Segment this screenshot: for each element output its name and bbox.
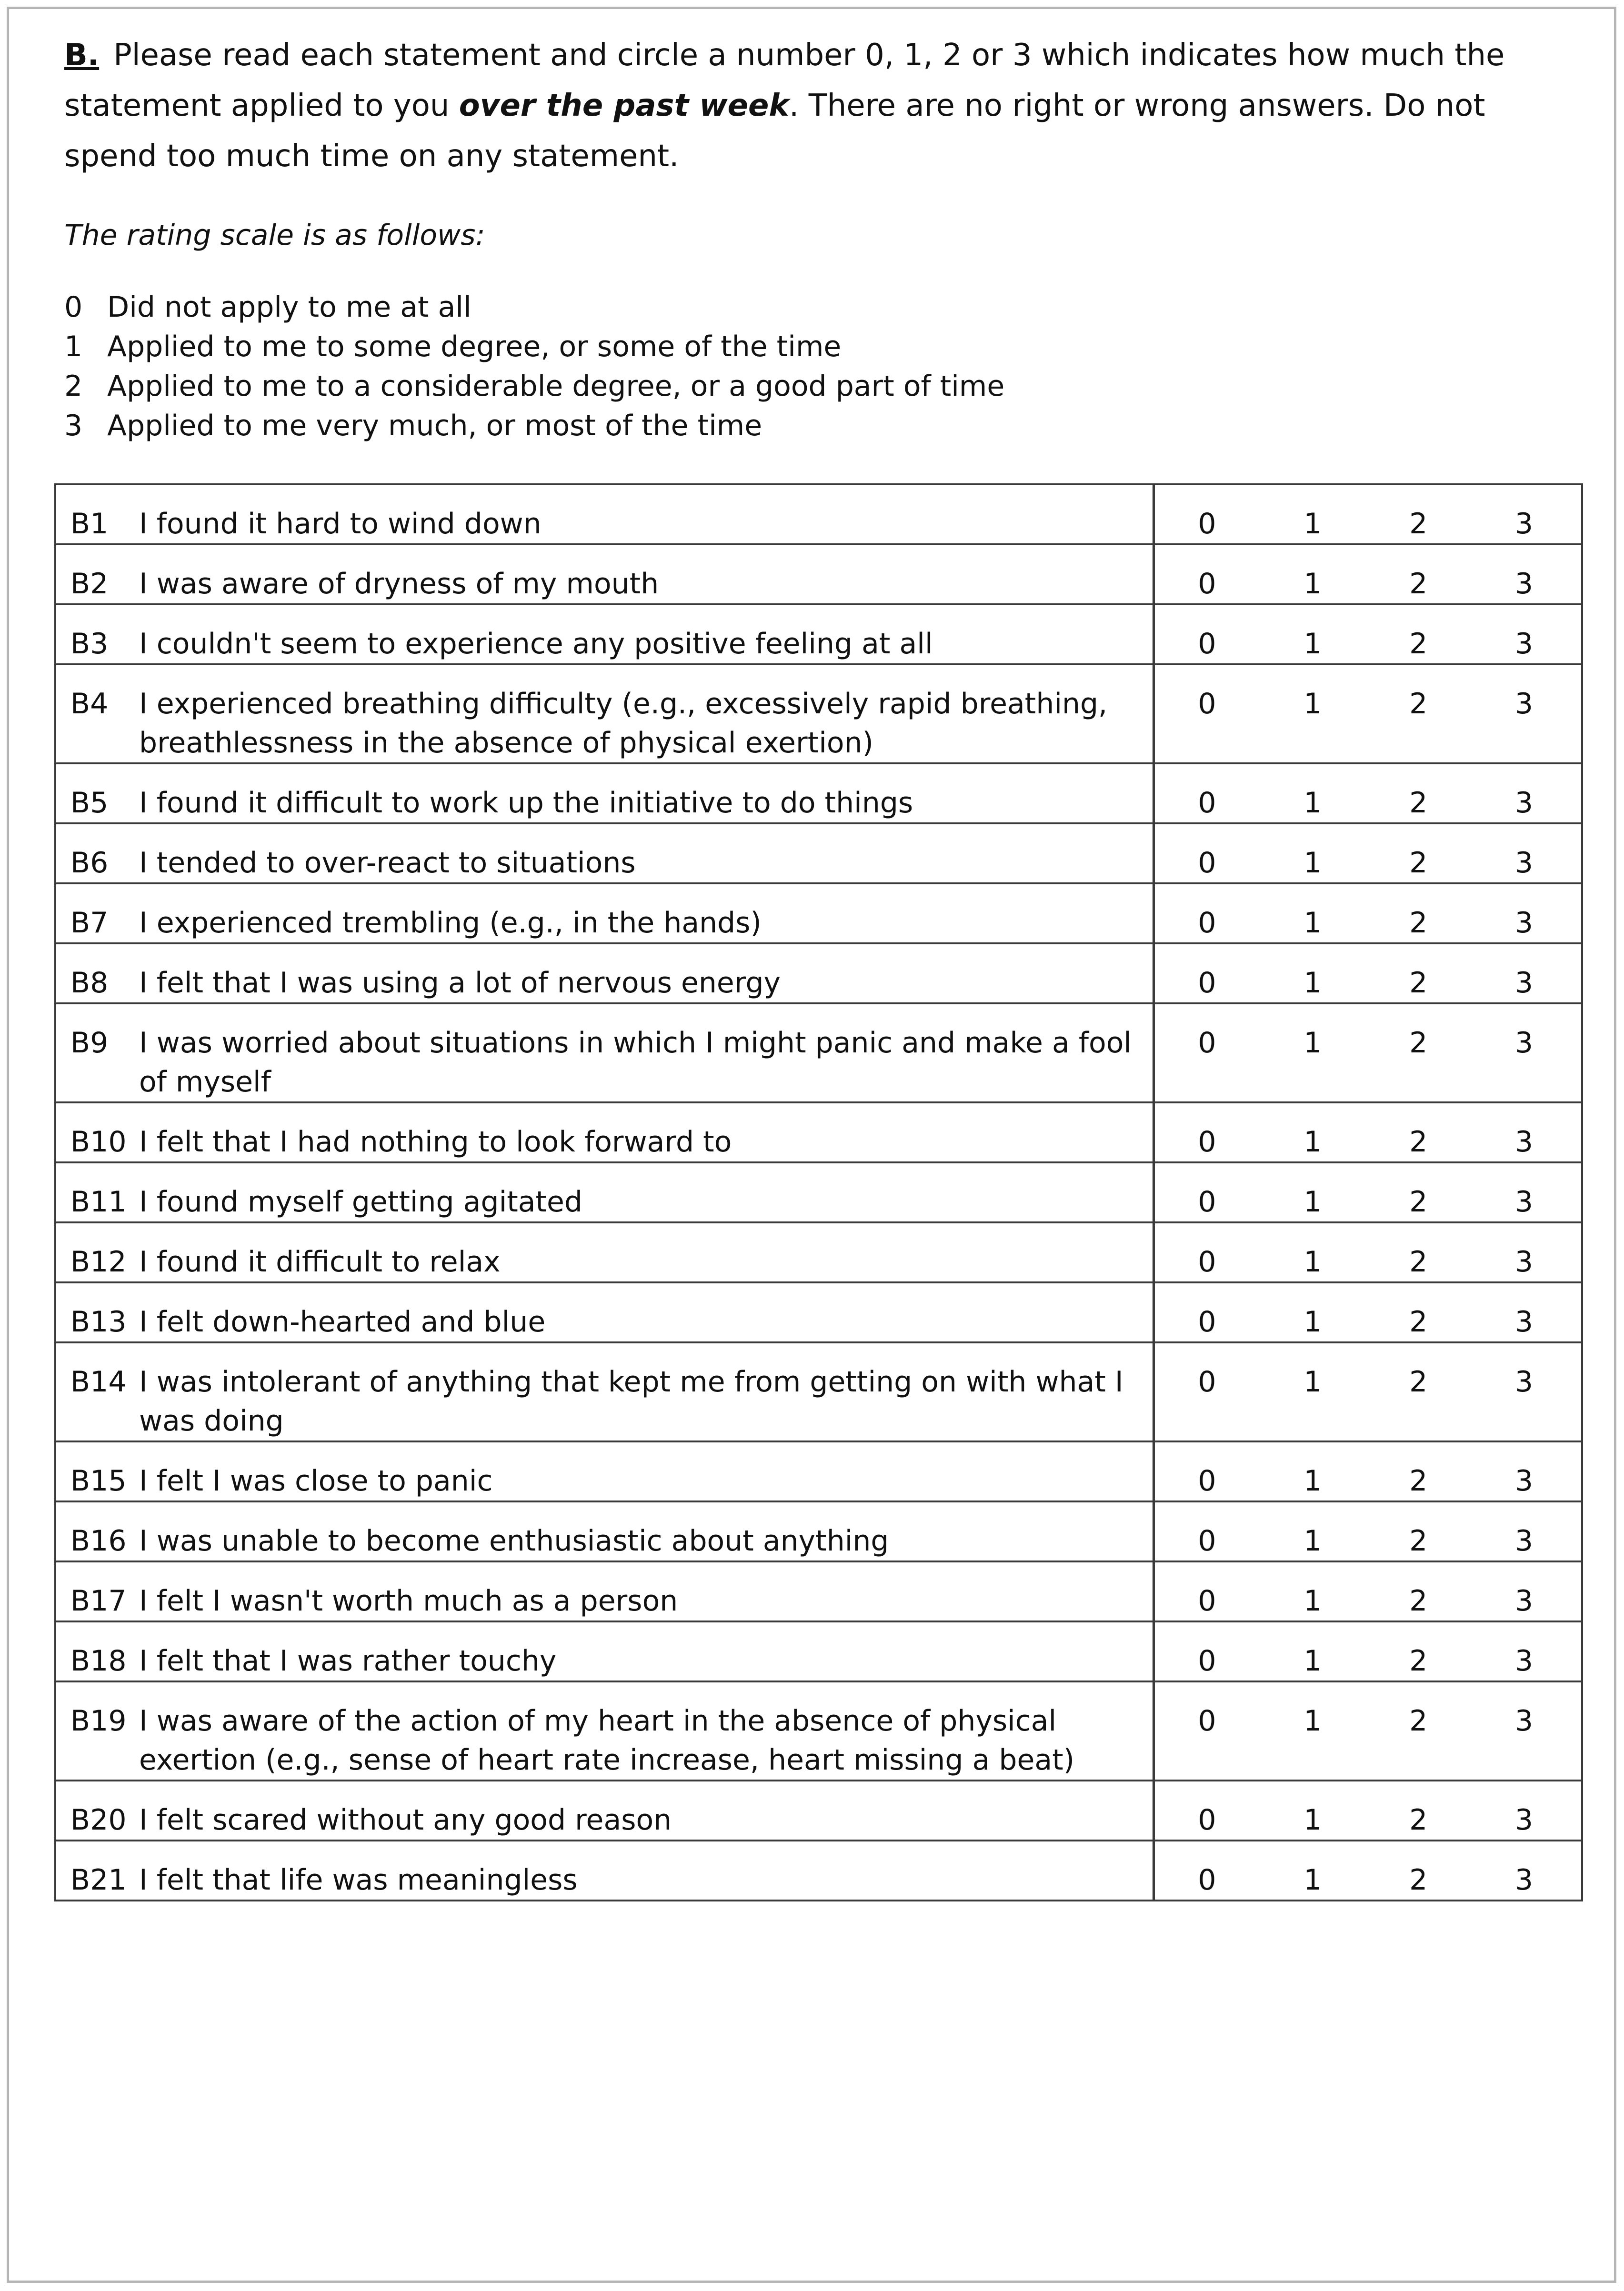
rating-option-1[interactable]: 1	[1303, 1185, 1322, 1219]
rating-option-2[interactable]: 2	[1409, 567, 1428, 600]
statement-code: B11	[55, 1162, 139, 1222]
rating-option-1[interactable]: 1	[1303, 687, 1322, 720]
rating-scale-text: Applied to me to a considerable degree, or a good part of time	[107, 370, 1005, 403]
questionnaire-page	[7, 7, 1616, 2283]
rating-option-0[interactable]: 0	[1198, 687, 1216, 720]
rating-option-2[interactable]: 2	[1409, 1584, 1428, 1618]
rating-option-1[interactable]: 1	[1303, 846, 1322, 880]
statement-code: B13	[55, 1282, 139, 1342]
rating-option-2[interactable]: 2	[1409, 1245, 1428, 1279]
rating-options	[1153, 1282, 1582, 1342]
statement-code: B16	[55, 1501, 139, 1561]
rating-scale-number: 3	[64, 409, 83, 442]
rating-option-3[interactable]: 3	[1514, 1803, 1534, 1837]
instructions-text-2: . There are no right or wrong answers. Do not spend too much time on any statement.	[64, 88, 1485, 174]
rating-option-0[interactable]: 0	[1198, 846, 1216, 880]
statement-row	[55, 823, 1582, 883]
rating-option-0[interactable]: 0	[1198, 1803, 1216, 1837]
rating-option-3[interactable]: 3	[1514, 687, 1534, 720]
rating-options	[1153, 1781, 1582, 1841]
rating-option-1[interactable]: 1	[1303, 1863, 1322, 1897]
rating-option-2[interactable]: 2	[1409, 627, 1428, 660]
rating-option-1[interactable]: 1	[1303, 1026, 1322, 1060]
rating-option-0[interactable]: 0	[1198, 786, 1216, 820]
statement-code: B12	[55, 1222, 139, 1282]
statement-row	[55, 1841, 1582, 1901]
rating-scale-item	[64, 327, 1004, 367]
rating-option-3[interactable]: 3	[1514, 1125, 1534, 1159]
statement-code: B21	[55, 1841, 139, 1901]
statement-row	[55, 1102, 1582, 1162]
statement-text: I was intolerant of anything that kept me from getting on with what I was doing	[139, 1342, 1153, 1441]
rating-option-1[interactable]: 1	[1303, 1464, 1322, 1498]
rating-options	[1153, 544, 1582, 604]
statement-text: I found it hard to wind down	[139, 484, 1153, 544]
rating-option-2[interactable]: 2	[1409, 687, 1428, 720]
rating-option-0[interactable]: 0	[1198, 1464, 1216, 1498]
rating-option-3[interactable]: 3	[1514, 1644, 1534, 1678]
statement-text: I experienced trembling (e.g., in the hands)	[139, 883, 1153, 943]
statement-text: I couldn't seem to experience any positive feeling at all	[139, 604, 1153, 664]
statement-text: I felt scared without any good reason	[139, 1781, 1153, 1841]
rating-options	[1153, 1621, 1582, 1681]
statement-row	[55, 1342, 1582, 1441]
statement-text: I felt down-hearted and blue	[139, 1282, 1153, 1342]
statement-row	[55, 1003, 1582, 1102]
rating-option-1[interactable]: 1	[1303, 507, 1322, 540]
statement-row	[55, 1681, 1582, 1781]
statement-text: I felt that I had nothing to look forward to	[139, 1102, 1153, 1162]
statement-row	[55, 1441, 1582, 1501]
rating-options	[1153, 1561, 1582, 1621]
rating-option-3[interactable]: 3	[1514, 1863, 1534, 1897]
statement-row	[55, 883, 1582, 943]
statement-text: I tended to over-react to situations	[139, 823, 1153, 883]
rating-scale-title: The rating scale is as follows:	[64, 219, 485, 252]
rating-option-2[interactable]: 2	[1409, 1863, 1428, 1897]
section-label: B.	[64, 38, 100, 73]
rating-option-2[interactable]: 2	[1409, 507, 1428, 540]
statement-code: B6	[55, 823, 139, 883]
statement-row	[55, 1222, 1582, 1282]
instructions	[64, 30, 1564, 181]
rating-option-1[interactable]: 1	[1303, 786, 1322, 820]
rating-options	[1153, 664, 1582, 763]
rating-options	[1153, 604, 1582, 664]
rating-options	[1153, 943, 1582, 1003]
rating-option-2[interactable]: 2	[1409, 1524, 1428, 1558]
rating-option-2[interactable]: 2	[1409, 1803, 1428, 1837]
statement-text: I felt I wasn't worth much as a person	[139, 1561, 1153, 1621]
statement-row	[55, 1561, 1582, 1621]
rating-option-1[interactable]: 1	[1303, 906, 1322, 940]
rating-options	[1153, 1681, 1582, 1781]
rating-option-3[interactable]: 3	[1514, 1365, 1534, 1399]
rating-option-0[interactable]: 0	[1198, 1584, 1216, 1618]
rating-options	[1153, 1222, 1582, 1282]
statement-code: B8	[55, 943, 139, 1003]
rating-option-3[interactable]: 3	[1514, 1026, 1534, 1060]
statement-code: B18	[55, 1621, 139, 1681]
statement-text: I was worried about situations in which I might panic and make a fool of myself	[139, 1003, 1153, 1102]
statement-text: I felt I was close to panic	[139, 1441, 1153, 1501]
statement-text: I felt that I was rather touchy	[139, 1621, 1153, 1681]
statement-row	[55, 1162, 1582, 1222]
statement-text: I was unable to become enthusiastic about anything	[139, 1501, 1153, 1561]
rating-option-3[interactable]: 3	[1514, 507, 1534, 540]
rating-option-0[interactable]: 0	[1198, 1365, 1216, 1399]
rating-option-2[interactable]: 2	[1409, 786, 1428, 820]
rating-option-2[interactable]: 2	[1409, 966, 1428, 1000]
rating-option-2[interactable]: 2	[1409, 906, 1428, 940]
statement-code: B19	[55, 1681, 139, 1781]
rating-option-1[interactable]: 1	[1303, 1524, 1322, 1558]
statement-code: B4	[55, 664, 139, 763]
rating-option-2[interactable]: 2	[1409, 1305, 1428, 1339]
instructions-text-1: Please read each statement and circle a number 0, 1, 2 or 3 which indicates how much the statement applied to you	[64, 38, 1505, 123]
statement-row	[55, 1621, 1582, 1681]
rating-scale-text: Did not apply to me at all	[107, 290, 471, 324]
rating-option-3[interactable]: 3	[1514, 627, 1534, 660]
rating-scale-number: 0	[64, 290, 83, 324]
rating-option-3[interactable]: 3	[1514, 786, 1534, 820]
statement-code: B10	[55, 1102, 139, 1162]
rating-option-0[interactable]: 0	[1198, 966, 1216, 1000]
statement-row	[55, 1781, 1582, 1841]
rating-option-1[interactable]: 1	[1303, 1584, 1322, 1618]
statement-text: I felt that life was meaningless	[139, 1841, 1153, 1901]
rating-options	[1153, 823, 1582, 883]
rating-option-0[interactable]: 0	[1198, 1524, 1216, 1558]
statement-code: B7	[55, 883, 139, 943]
rating-option-3[interactable]: 3	[1514, 846, 1534, 880]
rating-options	[1153, 1003, 1582, 1102]
statement-text: I found it difficult to work up the initiative to do things	[139, 763, 1153, 823]
rating-option-3[interactable]: 3	[1514, 1584, 1534, 1618]
rating-scale-text: Applied to me very much, or most of the time	[107, 409, 762, 442]
rating-options	[1153, 484, 1582, 544]
statement-code: B20	[55, 1781, 139, 1841]
rating-options	[1153, 1441, 1582, 1501]
rating-option-3[interactable]: 3	[1514, 1464, 1534, 1498]
rating-option-1[interactable]: 1	[1303, 1803, 1322, 1837]
rating-option-3[interactable]: 3	[1514, 1185, 1534, 1219]
statement-row	[55, 1501, 1582, 1561]
rating-option-0[interactable]: 0	[1198, 627, 1216, 660]
rating-option-1[interactable]: 1	[1303, 627, 1322, 660]
rating-option-0[interactable]: 0	[1198, 1026, 1216, 1060]
rating-scale-number: 1	[64, 330, 83, 363]
rating-option-2[interactable]: 2	[1409, 1185, 1428, 1219]
statements-table	[54, 483, 1583, 1901]
rating-options	[1153, 883, 1582, 943]
statement-text: I experienced breathing difficulty (e.g., excessively rapid breathing, breathlessness in the absence of physical exertion)	[139, 664, 1153, 763]
rating-option-3[interactable]: 3	[1514, 1305, 1534, 1339]
rating-option-0[interactable]: 0	[1198, 1245, 1216, 1279]
statement-code: B2	[55, 544, 139, 604]
rating-scale-list	[64, 288, 1004, 446]
rating-options	[1153, 763, 1582, 823]
rating-option-0[interactable]: 0	[1198, 507, 1216, 540]
rating-option-1[interactable]: 1	[1303, 1644, 1322, 1678]
rating-option-0[interactable]: 0	[1198, 1125, 1216, 1159]
rating-option-3[interactable]: 3	[1514, 1524, 1534, 1558]
statement-text: I felt that I was using a lot of nervous energy	[139, 943, 1153, 1003]
rating-option-1[interactable]: 1	[1303, 567, 1322, 600]
statement-code: B5	[55, 763, 139, 823]
statement-code: B17	[55, 1561, 139, 1621]
rating-scale-item	[64, 406, 1004, 446]
rating-option-2[interactable]: 2	[1409, 1644, 1428, 1678]
instructions-emphasis: over the past week	[459, 88, 789, 123]
rating-option-0[interactable]: 0	[1198, 1863, 1216, 1897]
rating-option-2[interactable]: 2	[1409, 1125, 1428, 1159]
statement-code: B3	[55, 604, 139, 664]
statement-row	[55, 664, 1582, 763]
statement-code: B14	[55, 1342, 139, 1441]
rating-scale-number: 2	[64, 370, 83, 403]
statement-row	[55, 943, 1582, 1003]
statement-code: B15	[55, 1441, 139, 1501]
rating-scale-item	[64, 367, 1004, 406]
rating-option-2[interactable]: 2	[1409, 1365, 1428, 1399]
rating-option-0[interactable]: 0	[1198, 1704, 1216, 1738]
rating-options	[1153, 1342, 1582, 1441]
statement-code: B1	[55, 484, 139, 544]
statement-text: I was aware of the action of my heart in the absence of physical exertion (e.g., sense of heart rate increase, heart missing a beat)	[139, 1681, 1153, 1781]
statement-row	[55, 604, 1582, 664]
statement-text: I found myself getting agitated	[139, 1162, 1153, 1222]
statement-text: I was aware of dryness of my mouth	[139, 544, 1153, 604]
rating-option-1[interactable]: 1	[1303, 1305, 1322, 1339]
rating-option-0[interactable]: 0	[1198, 1644, 1216, 1678]
rating-option-1[interactable]: 1	[1303, 1704, 1322, 1738]
rating-option-2[interactable]: 2	[1409, 1704, 1428, 1738]
rating-option-0[interactable]: 0	[1198, 906, 1216, 940]
statement-text: I found it difficult to relax	[139, 1222, 1153, 1282]
rating-option-1[interactable]: 1	[1303, 1365, 1322, 1399]
rating-option-2[interactable]: 2	[1409, 846, 1428, 880]
rating-options	[1153, 1501, 1582, 1561]
statement-code: B9	[55, 1003, 139, 1102]
rating-option-1[interactable]: 1	[1303, 966, 1322, 1000]
statement-row	[55, 1282, 1582, 1342]
statement-row	[55, 763, 1582, 823]
rating-option-3[interactable]: 3	[1514, 1704, 1534, 1738]
rating-option-3[interactable]: 3	[1514, 906, 1534, 940]
statement-row	[55, 484, 1582, 544]
rating-option-3[interactable]: 3	[1514, 966, 1534, 1000]
statement-row	[55, 544, 1582, 604]
rating-option-0[interactable]: 0	[1198, 1305, 1216, 1339]
rating-options	[1153, 1102, 1582, 1162]
rating-option-1[interactable]: 1	[1303, 1125, 1322, 1159]
rating-options	[1153, 1841, 1582, 1901]
rating-option-3[interactable]: 3	[1514, 567, 1534, 600]
rating-option-2[interactable]: 2	[1409, 1026, 1428, 1060]
rating-options	[1153, 1162, 1582, 1222]
rating-option-3[interactable]: 3	[1514, 1245, 1534, 1279]
rating-scale-text: Applied to me to some degree, or some of the time	[107, 330, 842, 363]
rating-option-0[interactable]: 0	[1198, 567, 1216, 600]
rating-option-2[interactable]: 2	[1409, 1464, 1428, 1498]
rating-scale-item	[64, 288, 1004, 327]
rating-option-1[interactable]: 1	[1303, 1245, 1322, 1279]
rating-option-0[interactable]: 0	[1198, 1185, 1216, 1219]
